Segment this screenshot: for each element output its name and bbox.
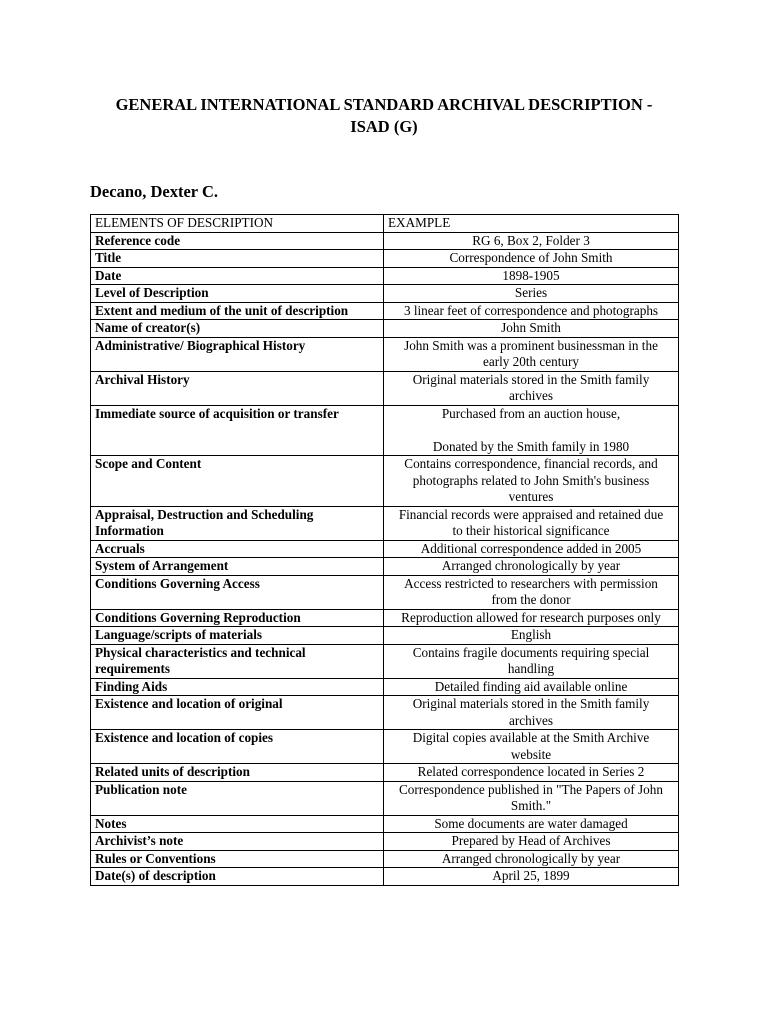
element-name-cell: Archivist’s note xyxy=(91,833,384,851)
example-cell: Prepared by Head of Archives xyxy=(384,833,679,851)
example-cell: 1898-1905 xyxy=(384,267,679,285)
table-row xyxy=(91,267,679,285)
table-row xyxy=(91,833,679,851)
example-cell: John Smith was a prominent businessman in the early 20th century xyxy=(384,337,679,371)
element-name-cell: Existence and location of copies xyxy=(91,730,384,764)
element-name-cell: Rules or Conventions xyxy=(91,850,384,868)
table-row xyxy=(91,302,679,320)
element-name-cell: Date xyxy=(91,267,384,285)
table-row xyxy=(91,696,679,730)
example-cell: Correspondence of John Smith xyxy=(384,250,679,268)
table-row xyxy=(91,456,679,507)
example-cell: Contains fragile documents requiring special handling xyxy=(384,644,679,678)
table-row xyxy=(91,540,679,558)
table-row xyxy=(91,250,679,268)
element-name-cell: Appraisal, Destruction and Scheduling Information xyxy=(91,506,384,540)
table-row xyxy=(91,730,679,764)
example-cell: Purchased from an auction house, Donated by the Smith family in 1980 xyxy=(384,405,679,456)
document-title-line-1: GENERAL INTERNATIONAL STANDARD ARCHIVAL DESCRIPTION - xyxy=(115,95,653,114)
table-row xyxy=(91,405,679,456)
example-cell: Arranged chronologically by year xyxy=(384,850,679,868)
example-cell: RG 6, Box 2, Folder 3 xyxy=(384,232,679,250)
table-row xyxy=(91,764,679,782)
example-cell: Reproduction allowed for research purposes only xyxy=(384,609,679,627)
table-row xyxy=(91,371,679,405)
element-name-cell: Related units of description xyxy=(91,764,384,782)
element-name-cell: Physical characteristics and technical requirements xyxy=(91,644,384,678)
example-cell: John Smith xyxy=(384,320,679,338)
example-cell: Original materials stored in the Smith family archives xyxy=(384,371,679,405)
table-row xyxy=(91,627,679,645)
document-title xyxy=(60,94,708,138)
table-row xyxy=(91,285,679,303)
element-name-cell: Level of Description xyxy=(91,285,384,303)
example-cell: Additional correspondence added in 2005 xyxy=(384,540,679,558)
table-row xyxy=(91,868,679,886)
table-body xyxy=(91,232,679,885)
table-row xyxy=(91,678,679,696)
example-cell: Contains correspondence, financial records, and photographs related to John Smith's business ventures xyxy=(384,456,679,507)
table-row xyxy=(91,337,679,371)
example-cell: English xyxy=(384,627,679,645)
example-cell: Financial records were appraised and retained due to their historical significance xyxy=(384,506,679,540)
element-name-cell: Immediate source of acquisition or transfer xyxy=(91,405,384,456)
table-row xyxy=(91,609,679,627)
element-name-cell: Publication note xyxy=(91,781,384,815)
table-row xyxy=(91,850,679,868)
table-header-row xyxy=(91,215,679,233)
table-row xyxy=(91,506,679,540)
element-name-cell: Language/scripts of materials xyxy=(91,627,384,645)
document-title-line-2: ISAD (G) xyxy=(350,117,418,136)
table-row xyxy=(91,558,679,576)
element-name-cell: Finding Aids xyxy=(91,678,384,696)
example-cell: Some documents are water damaged xyxy=(384,815,679,833)
header-example: EXAMPLE xyxy=(384,215,679,233)
element-name-cell: Reference code xyxy=(91,232,384,250)
element-name-cell: Name of creator(s) xyxy=(91,320,384,338)
table-row xyxy=(91,815,679,833)
element-name-cell: Notes xyxy=(91,815,384,833)
example-cell: Series xyxy=(384,285,679,303)
example-cell: Related correspondence located in Series 2 xyxy=(384,764,679,782)
example-cell: Digital copies available at the Smith Archive website xyxy=(384,730,679,764)
element-name-cell: Conditions Governing Reproduction xyxy=(91,609,384,627)
element-name-cell: Administrative/ Biographical History xyxy=(91,337,384,371)
header-elements-of-description: ELEMENTS OF DESCRIPTION xyxy=(91,215,384,233)
example-cell: Access restricted to researchers with permission from the donor xyxy=(384,575,679,609)
isad-table xyxy=(90,214,679,886)
element-name-cell: Scope and Content xyxy=(91,456,384,507)
example-cell: Original materials stored in the Smith family archives xyxy=(384,696,679,730)
table-row xyxy=(91,781,679,815)
example-cell: Detailed finding aid available online xyxy=(384,678,679,696)
table-row xyxy=(91,644,679,678)
element-name-cell: Title xyxy=(91,250,384,268)
author-name: Decano, Dexter C. xyxy=(90,182,218,201)
table-row xyxy=(91,575,679,609)
element-name-cell: Date(s) of description xyxy=(91,868,384,886)
example-cell: Correspondence published in "The Papers of John Smith." xyxy=(384,781,679,815)
table-row xyxy=(91,320,679,338)
table-row xyxy=(91,232,679,250)
element-name-cell: System of Arrangement xyxy=(91,558,384,576)
example-cell: 3 linear feet of correspondence and photographs xyxy=(384,302,679,320)
element-name-cell: Archival History xyxy=(91,371,384,405)
example-cell: April 25, 1899 xyxy=(384,868,679,886)
element-name-cell: Extent and medium of the unit of description xyxy=(91,302,384,320)
element-name-cell: Existence and location of original xyxy=(91,696,384,730)
element-name-cell: Accruals xyxy=(91,540,384,558)
element-name-cell: Conditions Governing Access xyxy=(91,575,384,609)
example-cell: Arranged chronologically by year xyxy=(384,558,679,576)
